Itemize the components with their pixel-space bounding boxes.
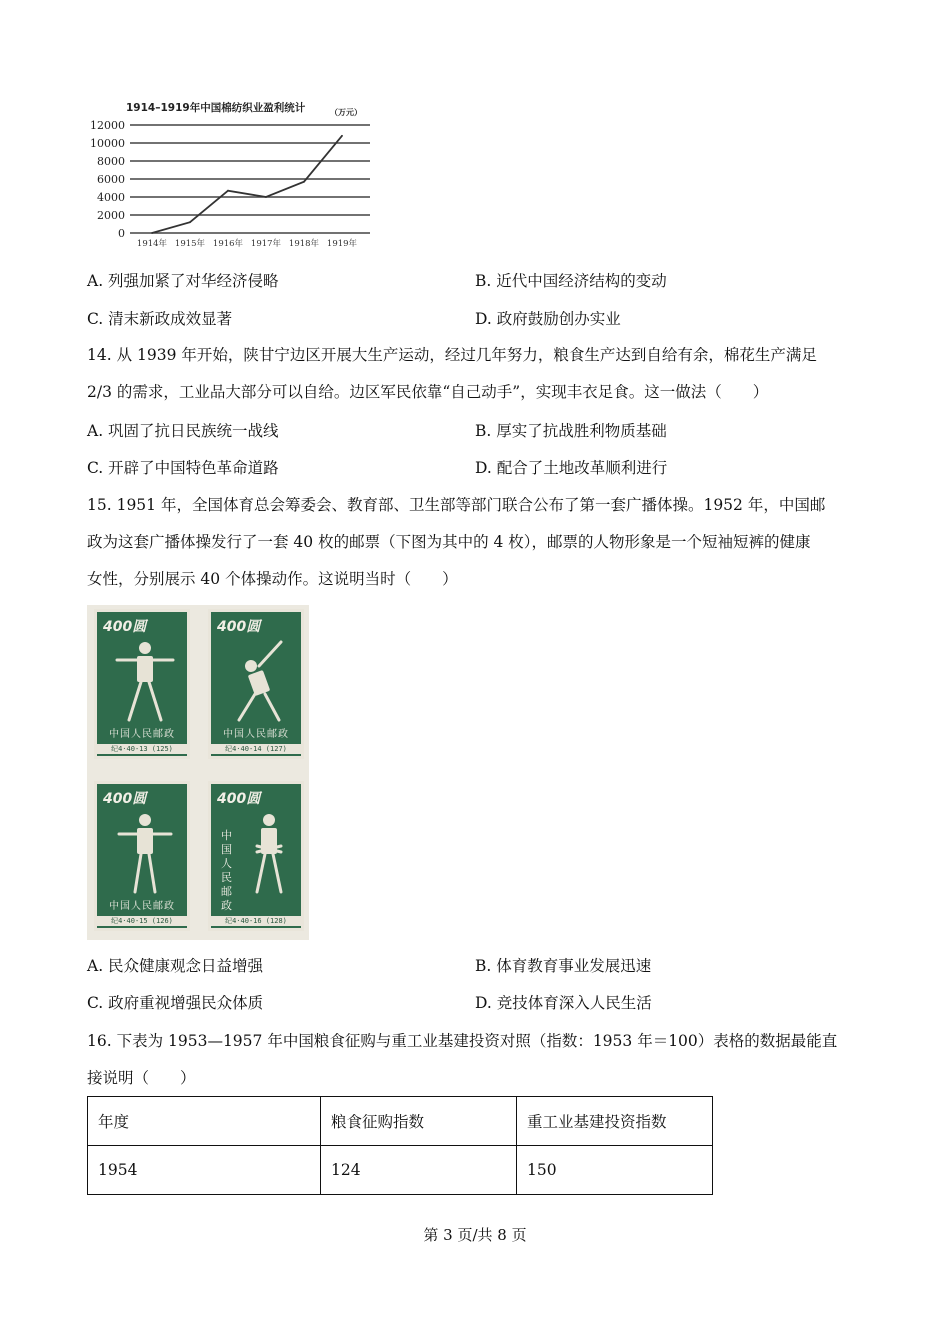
page-footer: 第 3 页/共 8 页: [423, 1226, 527, 1244]
q16-data-table: [87, 1096, 713, 1195]
q15-stem-line3: 女性，分别展示 40 个体操动作。这说明当时（ ）: [87, 570, 458, 588]
q13-option-c[interactable]: C. 清末新政成效显著: [87, 310, 233, 328]
side-bend-figure-icon: [229, 636, 289, 726]
stamp-code: 纪4·40-16 (128): [211, 916, 301, 926]
stamp-caption: 中国人民邮政: [109, 729, 175, 740]
stamp-code: 纪4·40-13 (125): [97, 744, 187, 754]
q14-option-c[interactable]: C. 开辟了中国特色革命道路: [87, 459, 279, 477]
data-point: [341, 135, 343, 137]
y-tick-label: 8000: [97, 155, 125, 168]
chart-title: 1914–1919年中国棉纺织业盈利统计: [126, 102, 306, 114]
q13-option-a[interactable]: A. 列强加紧了对华经济侵略: [87, 272, 279, 290]
stamp-2: [208, 609, 304, 759]
stamp-1: [94, 609, 190, 759]
stamp-code: 纪4·40-14 (127): [211, 744, 301, 754]
table-header-row: [88, 1097, 713, 1146]
q15-option-c[interactable]: C. 政府重视增强民众体质: [87, 994, 264, 1012]
q14-stem-line2: 2/3 的需求，工业品大部分可以自给。边区军民依靠“自己动手”，实现丰衣足食。这一做法（ ）: [87, 383, 769, 401]
q15-option-b[interactable]: B. 体育教育事业发展迅速: [475, 957, 652, 975]
y-tick-label: 4000: [97, 191, 125, 204]
x-tick-label: 1917年: [250, 239, 282, 249]
table-header-cell: 年度: [88, 1097, 321, 1146]
chart-y-axis: [90, 119, 125, 240]
q15-option-d[interactable]: D. 竞技体育深入人民生活: [475, 994, 652, 1012]
stamp-denomination: 400圆: [103, 791, 147, 807]
table-cell: 124: [321, 1146, 517, 1195]
x-tick-label: 1916年: [212, 239, 244, 249]
stamp-caption: 中国人民邮政: [109, 901, 175, 912]
data-point: [151, 232, 153, 234]
y-tick-label: 0: [118, 227, 125, 240]
table-cell: 150: [517, 1146, 713, 1195]
x-tick-label: 1914年: [136, 239, 168, 249]
stamp-sheet: [87, 605, 309, 940]
q15-option-a[interactable]: A. 民众健康观念日益增强: [87, 957, 264, 975]
table-header-cell: 粮食征购指数: [321, 1097, 517, 1146]
q14-option-d[interactable]: D. 配合了土地改革顺利进行: [475, 459, 668, 477]
arms-out-figure-icon: [115, 808, 175, 898]
chart-series: [151, 135, 343, 234]
y-tick-label: 2000: [97, 209, 125, 222]
q15-stem-line2: 政为这套广播体操发行了一套 40 枚的邮票（下图为其中的 4 枚），邮票的人物形象是一个短袖短裤的健康: [87, 533, 811, 551]
q13-option-d[interactable]: D. 政府鼓励创办实业: [475, 310, 621, 328]
y-tick-label: 10000: [90, 137, 125, 150]
cotton-profit-chart: [90, 95, 390, 255]
x-tick-label: 1915年: [174, 239, 206, 249]
data-point: [265, 196, 267, 198]
chart-grid: [130, 125, 370, 233]
data-point: [303, 181, 305, 183]
stamp-code: 纪4·40-15 (126): [97, 916, 187, 926]
q14-option-b[interactable]: B. 厚实了抗战胜利物质基础: [475, 422, 667, 440]
y-tick-label: 12000: [90, 119, 125, 132]
stamp-caption: 中国人民邮政: [221, 829, 232, 912]
y-tick-label: 6000: [97, 173, 125, 186]
table-cell: 1954: [88, 1146, 321, 1195]
stamp-caption: 中国人民邮政: [223, 729, 289, 740]
stamp-4: [208, 781, 304, 931]
star-jump-figure-icon: [115, 636, 175, 726]
q15-stem-line1: 15. 1951 年，全国体育总会筹委会、教育部、卫生部等部门联合公布了第一套广播体操。1952 年，中国邮: [87, 496, 826, 514]
data-point: [189, 221, 191, 223]
x-tick-label: 1919年: [326, 239, 358, 249]
stamp-denomination: 400圆: [217, 619, 261, 635]
table-header-cell: 重工业基建投资指数: [517, 1097, 713, 1146]
stamp-3: [94, 781, 190, 931]
q16-stem-line1: 16. 下表为 1953—1957 年中国粮食征购与重工业基建投资对照（指数：1953 年＝100）表格的数据最能直: [87, 1032, 838, 1050]
q14-stem-line1: 14. 从 1939 年开始，陕甘宁边区开展大生产运动，经过几年努力，粮食生产达到自给有余，棉花生产满足: [87, 346, 817, 364]
table-row: [88, 1146, 713, 1195]
q13-option-b[interactable]: B. 近代中国经济结构的变动: [475, 272, 667, 290]
chart-unit: （万元）: [330, 108, 362, 117]
data-point: [227, 190, 229, 192]
arms-crossed-figure-icon: [239, 808, 299, 898]
chart-x-axis: [137, 238, 358, 249]
profit-series-line: [152, 136, 342, 233]
q14-option-a[interactable]: A. 巩固了抗日民族统一战线: [87, 422, 279, 440]
stamp-denomination: 400圆: [217, 791, 261, 807]
stamp-denomination: 400圆: [103, 619, 147, 635]
x-tick-label: 1918年: [288, 239, 320, 249]
q16-stem-line2: 接说明（ ）: [87, 1069, 196, 1087]
